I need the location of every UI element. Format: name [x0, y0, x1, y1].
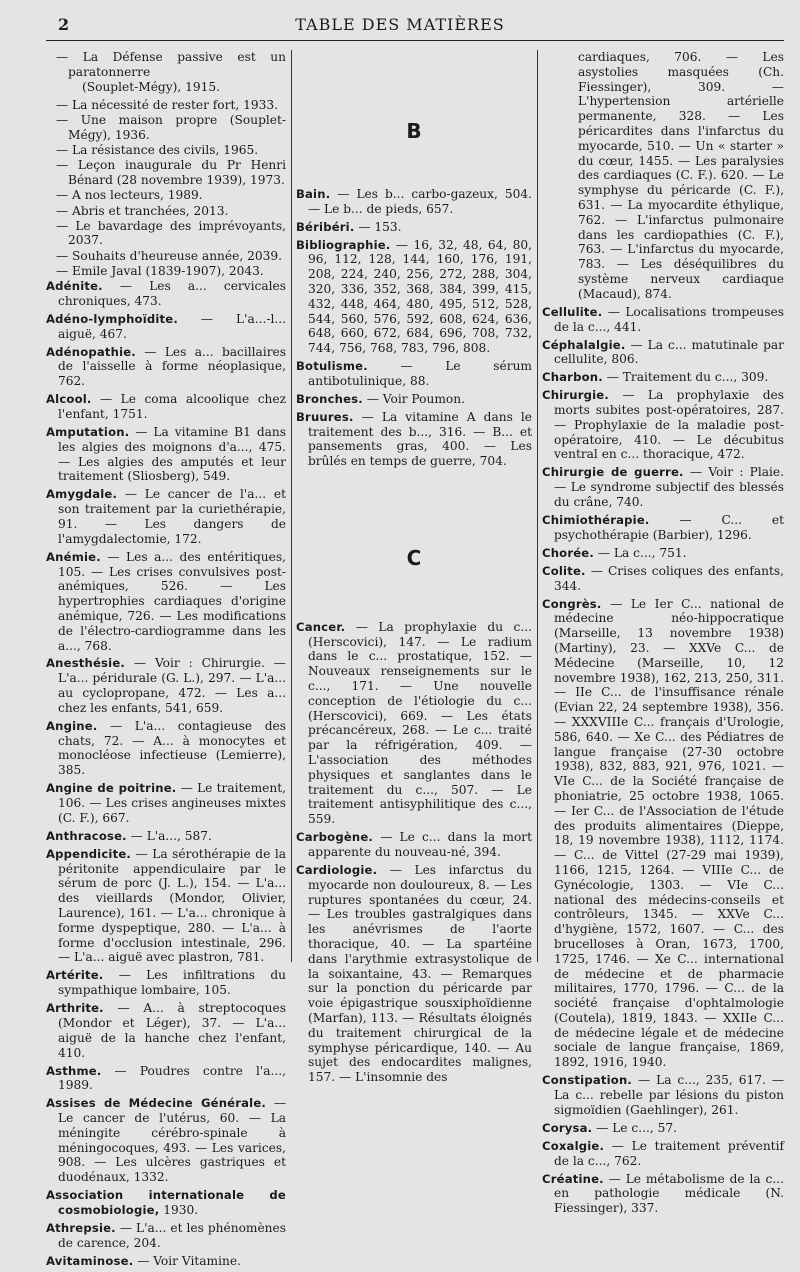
index-entry: [542, 546, 784, 561]
index-entry: [542, 1073, 784, 1117]
index-headword: Amputation.: [46, 424, 130, 439]
index-entry: [296, 410, 532, 469]
index-headword: Cancer.: [296, 619, 346, 634]
index-references: — La prophylaxie du c... (Herscovici), 147. — Le radium dans le c... prostatique, 152. — Nouveaux renseignements sur le c..., 171. — Une nouvelle conception de l'étiologie du c... (Herscovici), 669. — Les états précancéreux, 268. — Le c... traité par la réfrigération, 409. — L'association des méthodes physiques et sanglantes dans le traitement du c..., 507. — Le traitement antisyphilitique des c..., 559.: [308, 619, 532, 827]
index-entry: [46, 80, 286, 95]
index-entry: [46, 312, 286, 342]
index-references: — Les a... bacillaires de l'aisselle à forme néoplasique, 762.: [58, 344, 287, 389]
index-headword: Cardiologie.: [296, 863, 378, 877]
index-headword: Carbogène.: [296, 830, 373, 845]
index-entry: [542, 465, 784, 509]
index-references: — Voir Vitamine.: [137, 1253, 241, 1268]
index-references: — 16, 32, 48, 64, 80, 96, 112, 128, 144, 160, 176, 191, 208, 224, 240, 256, 272, 288, 304, 320, 336, 352, 368, 384, 399, 415, 432, 448, 464, 480, 495, 512, 528, 544, 560, 576, 592, 608, 624, 636, 648, 660, 672, 684, 696, 708, 732, 744, 756, 768, 783, 796, 808.: [308, 237, 532, 356]
index-references: — Souhaits d'heureuse année, 2039.: [56, 248, 282, 263]
index-entry: [542, 1139, 784, 1169]
index-references: — Le traitement, 106. — Les crises angineuses mixtes (C. F.), 667.: [58, 781, 287, 825]
index-headword: Chorée.: [542, 545, 594, 560]
index-headword: Asthme.: [46, 1063, 102, 1078]
index-references: — Le c..., 57.: [596, 1120, 677, 1135]
index-references: — Le cancer de l'utérus, 60. — La méningite cérébro-spinale à méningocoques, 493. — Les varices, 908. — Les ulcères gastriques et duodénaux, 1332.: [58, 1096, 287, 1185]
index-references: — La Défense passive est un paratonnerre: [56, 50, 286, 79]
running-head: TABLE DES MATIÈRES: [295, 15, 505, 34]
index-headword: Chirurgie de guerre.: [542, 465, 684, 480]
index-references: — La prophylaxie des morts subites post-opératoires, 287. — Prophylaxie de la maladie post-opératoire, 410. — Le décubitus ventral en c... thoracique, 472.: [554, 388, 784, 462]
column-rule-left: [291, 50, 292, 962]
index-entry: [46, 264, 286, 279]
index-headword: Assises de Médecine Générale.: [46, 1096, 267, 1111]
section-b-entries: [296, 187, 532, 469]
index-entry: [46, 143, 286, 158]
index-entry: [46, 392, 286, 422]
index-entry: [542, 370, 784, 385]
index-entry: [542, 338, 784, 368]
index-entry: [542, 1121, 784, 1136]
index-references: — A... à streptocoques (Mondor et Léger), 37. — L'a... aiguë de la hanche chez l'enfant, 410.: [58, 1001, 286, 1060]
index-headword: Adénopathie.: [46, 344, 136, 359]
index-entry: [46, 279, 286, 309]
index-entry: [46, 968, 286, 998]
index-references: — Traitement du c..., 309.: [606, 370, 769, 385]
index-entry: [296, 830, 532, 860]
index-headword: Chirurgie.: [542, 388, 609, 403]
index-references: — La c..., 235, 617. — La c... rebelle par lésions du piston sigmoïdien (Gaehlinger), 261.: [554, 1073, 785, 1117]
page-number: 2: [58, 15, 70, 34]
index-entry: [46, 829, 286, 844]
index-entry: [46, 425, 286, 484]
index-references: — La nécessité de rester fort, 1933.: [56, 97, 278, 112]
index-entry: [46, 719, 286, 778]
index-references: — Abris et tranchées, 2013.: [56, 203, 229, 218]
index-entry: [46, 1096, 286, 1185]
index-references: — L'a...-l... aiguë, 467.: [58, 311, 286, 341]
index-headword: Bruures.: [296, 409, 354, 424]
index-headword: Congrès.: [542, 596, 602, 611]
index-references: — La vitamine B1 dans les algies des moignons d'a..., 475. — Les algies des amputés et leur traitement (Sliosberg), 549.: [58, 424, 287, 484]
index-references: — Le traitement préventif de la c..., 762.: [554, 1138, 784, 1168]
index-entry: [296, 220, 532, 235]
index-headword: Avitaminose.: [46, 1253, 134, 1268]
index-entry: [46, 188, 286, 203]
index-headword: Athrepsie.: [46, 1221, 116, 1236]
index-entry: [46, 487, 286, 546]
index-entry: [46, 219, 286, 249]
index-headword: Bain.: [296, 186, 331, 201]
index-references: — L'a..., 587.: [130, 828, 212, 843]
index-references: — Le cancer de l'a... et son traitement par la curiethérapie, 91. — Les dangers de l'amygdalectomie, 172.: [58, 487, 286, 546]
index-references: — Une maison propre (Souplet-Mégy), 1936.: [56, 113, 286, 142]
index-entry: [46, 50, 286, 80]
index-entry: [46, 1001, 286, 1060]
index-headword: Amygdale.: [46, 487, 118, 502]
index-headword: Bibliographie.: [296, 237, 391, 252]
index-references: — Crises coliques des enfants, 344.: [554, 563, 785, 593]
index-references: — C... et psychothérapie (Barbier), 1296.: [554, 513, 785, 542]
index-headword: Céphalalgie.: [542, 337, 626, 352]
index-entry: [542, 388, 784, 462]
column-rule-right: [537, 50, 538, 962]
index-column-1: [46, 50, 286, 1272]
index-headword: Angine.: [46, 718, 98, 733]
index-entry: [542, 513, 784, 543]
index-entry: [296, 863, 532, 1085]
index-headword: Constipation.: [542, 1073, 633, 1088]
index-references: — Le Ier C... national de médecine néo-hippocratique (Marseille, 13 novembre 1938) (Martiny), 23. — XXVe C... de Médecine (Marseille, 10, 12 novembre 1938), 162, 213, 250, 311. — IIe C... de l'insuffisance rénale (Evian 22, 24 septembre 1938), 356. — XXXVIIIe C... français d'Urologie, 586, 640. — Xe C... des Pédiatres de langue française (27-30 octobre 1938), 832, 883, 921, 976, 1021. — VIe C... de la Société française de phoniatrie, 25 octobre 1938, 1065. — Ier C... de l'Association de l'étude des produits alimentaires (Dieppe, 18, 19 novembre 1938), 1112, 1174. — C... de Vittel (27-29 mai 1939), 1166, 1215, 1264. — VIIIe C... de Gynécologie, 1303. — VIe C... national des médecins-conseils et contrôleurs, 1345. — XXVe C... d'hygiène, 1572, 1607. — C... des brucelloses à Oran, 1673, 1700, 1725, 1746. — Xe C... international de médecine et de pharmacie militaires, 1770, 1796. — C... de la société française d'ophtalmologie (Coutela), 1819, 1843. — XXIIe C... de médecine légale et de médecine sociale de langue française, 1869, 1892, 1916, 1940.: [554, 596, 784, 1070]
index-references: — Poudres contre l'a..., 1989.: [58, 1063, 286, 1093]
index-references: — Le sérum antibotulinique, 88.: [308, 359, 532, 388]
index-headword: Arthrite.: [46, 1001, 104, 1016]
index-entry: [296, 392, 532, 407]
index-entry: [296, 187, 532, 217]
index-entry: [46, 656, 286, 715]
index-headword: Appendicite.: [46, 846, 132, 861]
index-entry: [542, 50, 784, 302]
index-entry: [46, 113, 286, 143]
index-headword: Corysa.: [542, 1120, 593, 1135]
index-references: — Leçon inaugurale du Pr Henri Bénard (28 novembre 1939), 1973.: [56, 158, 286, 188]
index-references: — Voir : Plaie. — Le syndrome subjectif des blessés du crâne, 740.: [554, 465, 785, 510]
index-entry: [46, 1064, 286, 1094]
index-column-3: [542, 50, 784, 1219]
index-references: — Les b... carbo-gazeux, 504. — Le b... de pieds, 657.: [308, 186, 532, 216]
index-entry: [46, 781, 286, 825]
index-headword: Cellulite.: [542, 304, 603, 319]
index-entry: [46, 847, 286, 965]
index-entry: [542, 597, 784, 1071]
index-entry: [542, 564, 784, 594]
index-entry: [46, 204, 286, 219]
index-references: — 153.: [358, 219, 402, 234]
index-entry: [46, 1188, 286, 1218]
index-references: — La vitamine A dans le traitement des b..., 316. — B... et pansements gras, 400. — Les brûlés en temps de guerre, 704.: [308, 409, 532, 469]
index-headword: Alcool.: [46, 392, 92, 407]
index-entry: [46, 550, 286, 654]
index-entry: [46, 158, 286, 188]
index-references: — Les a... cervicales chroniques, 473.: [58, 279, 286, 308]
index-entry: [296, 359, 532, 389]
index-references: — La sérothérapie de la péritonite appendiculaire par le sérum de porc (J. L.), 154. — L'a... des vieillards (Mondor, Olivier, Laurence), 161. — L'a... chronique à forme dyspeptique, 280. — L'a... à forme d'occlusion intestinale, 296. — L'a... aiguë avec plastron, 781.: [58, 846, 286, 965]
index-references: cardiaques, 706. — Les asystolies masquées (Ch. Fiessinger), 309. — L'hypertension artérielle permanente, 328. — Les péricardites dans l'infarctus du myocarde, 510. — Un « starter » du cœur, 1455. — Les paralysies des cardiaques (C. F.). 620. — Le symphyse du péricarde (C. F.), 631. — La myocardite éthylique, 762. — L'infarctus pulmonaire dans les cardiopathies (C. F.), 763. — L'infarctus du myocarde, 783. — Les déséquilibres du système nerveux cardiaque (Macaud), 874.: [578, 50, 784, 301]
index-references: — Les a... des entéritiques, 105. — Les crises convulsives post-anémiques, 526. — Les hypertrophies cardiaques d'origine anémique, 726. — Les modifications de l'électro-cardiogramme dans les a..., 768.: [58, 549, 287, 653]
index-references: — L'a... et les phénomènes de carence, 204.: [58, 1221, 286, 1250]
index-references: — A nos lecteurs, 1989.: [56, 188, 203, 203]
index-headword: Association internationale de cosmobiologie,: [46, 1188, 286, 1218]
index-headword: Anthracose.: [46, 828, 127, 843]
index-headword: Adénite.: [46, 279, 103, 294]
index-references: — Voir Poumon.: [366, 391, 465, 406]
index-references: — La c... matutinale par cellulite, 806.: [554, 337, 784, 367]
index-entry: [46, 1221, 286, 1251]
index-references: — L'a... contagieuse des chats, 72. — A... à monocytes et monocléose infectieuse (Lemierre), 385.: [58, 718, 286, 778]
index-references: — Emile Javal (1839-1907), 2043.: [56, 263, 264, 278]
index-entry: [46, 98, 286, 113]
index-references: — La c..., 751.: [597, 545, 687, 560]
section-c-entries: [296, 620, 532, 1085]
index-headword: Chimiothérapie.: [542, 513, 650, 528]
index-headword: Coxalgie.: [542, 1138, 605, 1153]
index-references: — Le coma alcoolique chez l'enfant, 1751.: [58, 392, 287, 421]
index-column-2: [296, 50, 532, 1088]
index-entry: [296, 238, 532, 356]
index-references: — Le métabolisme de la c... en pathologie médicale (N. Fiessinger), 337.: [554, 1171, 784, 1216]
section-letter-c: C: [406, 546, 422, 571]
index-entry: [542, 1172, 784, 1216]
index-references: 1930.: [163, 1203, 199, 1218]
index-references: — Voir : Chirurgie. — L'a... péridurale (G. L.), 297. — L'a... au cyclopropane, 472. — Les a... chez les enfants, 541, 659.: [58, 656, 286, 715]
index-references: (Souplet-Mégy), 1915.: [82, 79, 220, 94]
index-headword: Bronches.: [296, 391, 363, 406]
index-headword: Anémie.: [46, 549, 101, 564]
index-references: — Le bavardage des imprévoyants, 2037.: [56, 218, 286, 248]
index-entry: [542, 305, 784, 335]
index-entry: [296, 620, 532, 827]
index-headword: Artérite.: [46, 968, 104, 983]
index-references: — Le c... dans la mort apparente du nouveau-né, 394.: [308, 830, 533, 860]
index-entry: [46, 1254, 286, 1269]
index-entry: [46, 345, 286, 389]
index-headword: Créatine.: [542, 1171, 604, 1186]
index-references: — Les infiltrations du sympathique lombaire, 105.: [58, 968, 286, 998]
index-headword: Béribéri.: [296, 219, 355, 234]
index-headword: Angine de poitrine.: [46, 781, 177, 796]
index-headword: Botulisme.: [296, 359, 368, 374]
index-headword: Charbon.: [542, 370, 603, 385]
section-letter-b: B: [406, 119, 422, 143]
index-references: — La résistance des civils, 1965.: [56, 143, 259, 158]
index-references: — Les infarctus du myocarde non douloureux, 8. — Les ruptures spontanées du cœur, 24. — Les troubles gastralgiques dans les anévrismes de l'aorte thoracique, 40. — La spartéine dans l'arythmie extrasystolique de la soixantaine, 43. — Remarques sur la ponction du péricarde par voie épigastrique sousxiphoïdienne (Marfan), 113. — Résultats éloignés du traitement chirurgical de la symphyse péricardique, 140. — Au sujet des endocardites malignes, 157. — L'insomnie des: [308, 863, 532, 1085]
index-headword: Adéno-lymphoïdite.: [46, 311, 178, 326]
header-rule: [46, 40, 784, 41]
index-entry: [46, 249, 286, 264]
index-headword: Colite.: [542, 563, 586, 578]
index-references: — Localisations trompeuses de la c..., 441.: [554, 304, 785, 334]
index-headword: Anesthésie.: [46, 656, 125, 671]
